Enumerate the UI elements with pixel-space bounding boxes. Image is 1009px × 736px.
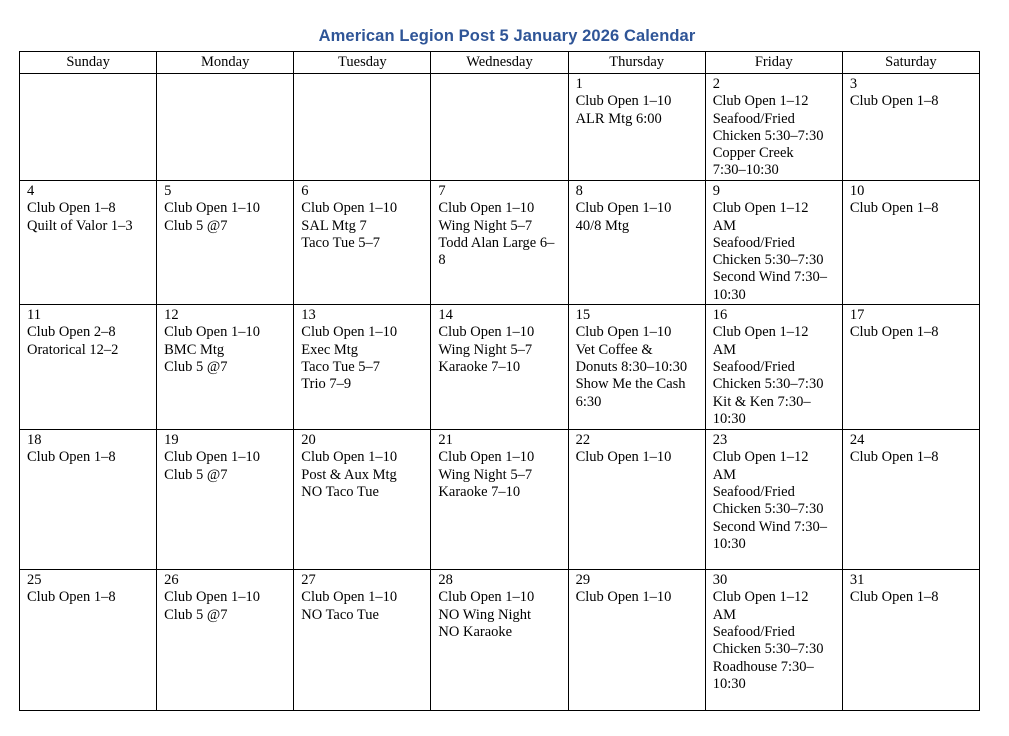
event-line: Club Open 1–10: [438, 589, 535, 606]
event-line: Club Open 1–10: [575, 93, 672, 110]
calendar-title: American Legion Post 5 January 2026 Calendar: [318, 27, 696, 45]
day-cell: [431, 305, 568, 430]
event-line: Wing Night 5–7: [438, 217, 533, 234]
event-line: Club 5 @7: [164, 606, 228, 623]
event-line: Club Open 1–10: [575, 449, 672, 466]
event-line: Club Open 1–12: [712, 324, 809, 341]
weekday-header-sunday: Sunday: [20, 52, 157, 74]
day-number: 19: [164, 432, 179, 449]
event-line: Club Open 1–10: [438, 449, 535, 466]
event-line: Club Open 1–10: [438, 324, 535, 341]
event-line: Club Open 1–10: [575, 324, 672, 341]
event-line: Club Open 1–10: [575, 589, 672, 606]
day-number: 7: [438, 183, 446, 199]
day-number: 30: [712, 572, 728, 589]
event-line: Club Open 1–10: [301, 200, 398, 217]
event-line: 40/8 Mtg: [575, 217, 630, 234]
event-line: Seafood/Fried: [712, 110, 795, 127]
event-line: Copper Creek: [712, 145, 794, 162]
weekday-header-row: [20, 52, 980, 74]
day-cell: [705, 74, 842, 181]
day-number: 25: [27, 572, 42, 589]
week-row: [20, 305, 980, 430]
day-cell: [294, 305, 431, 430]
event-line: Club Open 1–10: [164, 449, 260, 466]
event-line: Chicken 5:30–7:30: [712, 501, 824, 518]
day-cell: [568, 181, 705, 305]
day-cell: [294, 181, 431, 305]
event-line: Club Open 1–10: [438, 200, 535, 217]
day-number: 11: [27, 307, 41, 324]
day-cell: [20, 181, 157, 305]
calendar-body: [20, 74, 980, 711]
event-line: Taco Tue 5–7: [301, 234, 381, 251]
week-row: [20, 74, 980, 181]
day-number: 12: [164, 307, 179, 324]
event-line: Club Open 1–8: [27, 200, 116, 217]
event-line: 10:30: [712, 535, 746, 552]
weekday-header-wednesday: Wednesday: [431, 52, 568, 74]
weekday-header-friday: Friday: [705, 52, 842, 74]
event-line: Club 5 @7: [164, 358, 228, 375]
day-cell: [294, 430, 431, 570]
week-row: [20, 570, 980, 711]
event-line: 10:30: [712, 286, 746, 303]
event-line: Club Open 1–12: [712, 200, 809, 217]
event-line: Club Open 1–10: [301, 449, 398, 466]
event-line: Vet Coffee &: [575, 341, 653, 358]
day-cell: [568, 570, 705, 711]
day-cell: [842, 430, 979, 570]
event-line: Club Open 1–8: [849, 449, 939, 466]
day-number: 29: [575, 572, 591, 589]
day-cell: [568, 305, 705, 430]
event-line: Chicken 5:30–7:30: [712, 641, 824, 658]
week-row: [20, 430, 980, 570]
event-line: Wing Night 5–7: [438, 341, 533, 358]
weekday-header-monday: Monday: [157, 52, 294, 74]
day-number: 27: [301, 572, 316, 589]
event-line: ALR Mtg 6:00: [575, 110, 662, 127]
event-line: Post & Aux Mtg: [301, 466, 397, 483]
day-cell: [705, 570, 842, 711]
event-line: Club Open 1–12: [712, 93, 809, 110]
event-line: Kit & Ken 7:30–: [712, 393, 811, 410]
event-line: 6:30: [575, 393, 602, 410]
weekday-header-tuesday: Tuesday: [294, 52, 431, 74]
day-cell: [431, 570, 568, 711]
day-number: 8: [575, 183, 583, 199]
event-line: Club 5 @7: [164, 217, 228, 234]
day-number: 5: [164, 183, 172, 199]
day-number: 24: [849, 432, 865, 449]
empty-day-cell: [20, 74, 157, 181]
event-line: Club Open 1–10: [301, 324, 398, 341]
day-cell: [705, 430, 842, 570]
day-cell: [842, 74, 979, 181]
event-line: Taco Tue 5–7: [301, 358, 381, 375]
empty-day-cell: [431, 74, 568, 181]
event-line: 8: [438, 252, 446, 269]
event-line: 7:30–10:30: [712, 162, 779, 179]
day-number: 21: [438, 432, 453, 449]
day-number: 14: [438, 307, 453, 324]
day-cell: [568, 74, 705, 181]
event-line: Club Open 1–10: [164, 589, 260, 606]
event-line: Wing Night 5–7: [438, 466, 533, 483]
event-line: AM: [712, 466, 737, 483]
day-cell: [842, 181, 979, 305]
day-number: 31: [849, 572, 865, 589]
event-line: 10:30: [712, 410, 746, 427]
event-line: Club Open 1–10: [164, 200, 260, 217]
day-number: 3: [849, 76, 858, 92]
day-number: 28: [438, 572, 453, 589]
event-line: Seafood/Fried: [712, 623, 795, 640]
day-number: 23: [712, 432, 728, 449]
week-row: [20, 181, 980, 305]
event-line: Club Open 1–10: [575, 200, 672, 217]
day-number: 4: [27, 183, 35, 199]
event-line: Exec Mtg: [301, 341, 359, 358]
day-number: 18: [27, 432, 42, 449]
event-line: Club Open 1–8: [849, 93, 939, 110]
event-line: SAL Mtg 7: [301, 217, 367, 234]
event-line: 10:30: [712, 675, 746, 692]
event-line: NO Taco Tue: [301, 606, 379, 623]
day-number: 15: [575, 307, 591, 324]
day-number: 2: [712, 76, 720, 92]
day-cell: [20, 430, 157, 570]
day-number: 26: [164, 572, 179, 589]
day-cell: [842, 305, 979, 430]
day-cell: [705, 181, 842, 305]
day-cell: [157, 430, 294, 570]
event-line: AM: [712, 606, 737, 623]
day-cell: [431, 430, 568, 570]
event-line: BMC Mtg: [164, 341, 225, 358]
event-line: Trio 7–9: [301, 376, 352, 393]
event-line: Chicken 5:30–7:30: [712, 252, 824, 269]
day-number: 6: [301, 183, 309, 199]
day-number: 16: [712, 307, 728, 324]
event-line: NO Karaoke: [438, 623, 513, 640]
day-number: 17: [849, 307, 865, 324]
event-line: Todd Alan Large 6–: [438, 234, 555, 251]
weekday-header-saturday: Saturday: [842, 52, 979, 74]
event-line: Club Open 1–8: [849, 200, 939, 217]
event-line: Chicken 5:30–7:30: [712, 127, 824, 144]
event-line: Second Wind 7:30–: [712, 269, 828, 286]
event-line: Club Open 1–8: [849, 324, 939, 341]
event-line: Club Open 2–8: [27, 324, 116, 341]
event-line: Karaoke 7–10: [438, 358, 521, 375]
day-cell: [157, 570, 294, 711]
event-line: Club Open 1–8: [27, 589, 116, 606]
event-line: Seafood/Fried: [712, 483, 795, 500]
event-line: Club Open 1–10: [164, 324, 260, 341]
event-line: AM: [712, 341, 737, 358]
day-cell: [568, 430, 705, 570]
weekday-header-thursday: Thursday: [568, 52, 705, 74]
event-line: Club 5 @7: [164, 466, 228, 483]
day-number: 9: [712, 183, 720, 199]
event-line: Club Open 1–8: [849, 589, 939, 606]
day-cell: [705, 305, 842, 430]
event-line: Club Open 1–10: [301, 589, 398, 606]
event-line: Club Open 1–8: [27, 449, 116, 466]
empty-day-cell: [157, 74, 294, 181]
day-cell: [20, 305, 157, 430]
event-line: Roadhouse 7:30–: [712, 658, 814, 675]
event-line: Oratorical 12–2: [27, 341, 119, 358]
event-line: Club Open 1–12: [712, 589, 809, 606]
event-line: Show Me the Cash: [575, 376, 686, 393]
day-cell: [20, 570, 157, 711]
event-line: Karaoke 7–10: [438, 483, 521, 500]
day-cell: [842, 570, 979, 711]
empty-day-cell: [294, 74, 431, 181]
event-line: Seafood/Fried: [712, 358, 795, 375]
event-line: Chicken 5:30–7:30: [712, 376, 824, 393]
day-cell: [157, 305, 294, 430]
event-line: NO Taco Tue: [301, 483, 379, 500]
day-cell: [294, 570, 431, 711]
event-line: AM: [712, 217, 737, 234]
day-number: 10: [849, 183, 865, 199]
day-cell: [431, 181, 568, 305]
day-number: 1: [575, 76, 583, 92]
day-number: 13: [301, 307, 316, 324]
calendar-table: [19, 51, 980, 711]
event-line: Quilt of Valor 1–3: [27, 217, 133, 234]
event-line: Club Open 1–12: [712, 449, 809, 466]
event-line: NO Wing Night: [438, 606, 532, 623]
event-line: Donuts 8:30–10:30: [575, 358, 688, 375]
event-line: Second Wind 7:30–: [712, 518, 828, 535]
day-number: 22: [575, 432, 591, 449]
event-line: Seafood/Fried: [712, 234, 795, 251]
day-cell: [157, 181, 294, 305]
day-number: 20: [301, 432, 316, 449]
